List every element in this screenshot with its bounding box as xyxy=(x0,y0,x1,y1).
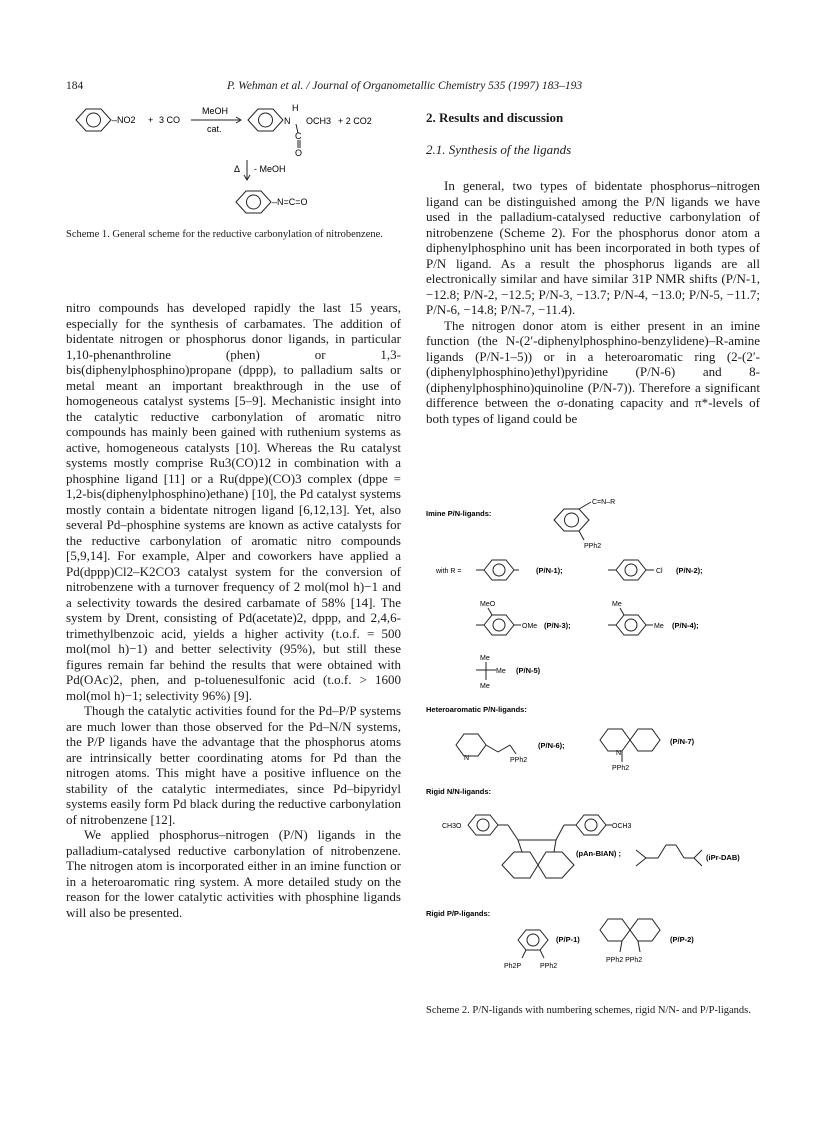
delta-label: Δ xyxy=(234,164,241,174)
benzene-ring xyxy=(484,560,514,580)
pph2-label: PPh2 xyxy=(540,963,558,970)
pn1-label: (P/N-1); xyxy=(536,566,563,575)
pn2-label: (P/N-2); xyxy=(676,566,703,575)
o-label: O xyxy=(295,148,303,158)
pph2-pph2-label: PPh2 PPh2 xyxy=(606,957,643,964)
aromatic-circle xyxy=(565,513,579,527)
n-label: N xyxy=(464,755,470,762)
benzene-ring xyxy=(616,560,646,580)
benzene-ring xyxy=(236,191,271,213)
section-heading: 2. Results and discussion xyxy=(426,110,564,125)
aromatic-circle xyxy=(87,113,101,127)
och3-label: OCH3 xyxy=(612,823,632,830)
meoh-label: MeOH xyxy=(202,106,229,116)
h-label: H xyxy=(292,103,299,113)
scheme-1-caption: Scheme 1. General scheme for the reductive carbonylation of nitrobenzene. xyxy=(66,229,383,240)
aromatic-circle xyxy=(585,819,597,831)
minus-meoh-label: - MeOH xyxy=(254,164,286,174)
with-r-label: with R = xyxy=(436,568,462,575)
me-label: Me xyxy=(654,623,664,630)
pph2-label: PPh2 xyxy=(612,765,630,772)
och3-label: OCH3 xyxy=(306,116,332,126)
pan-bian-label: (pAn-BIAN) ; xyxy=(576,849,621,858)
left-column xyxy=(66,300,401,920)
subsection-heading: 2.1. Synthesis of the ligands xyxy=(426,142,572,157)
co-label: 3 CO xyxy=(159,115,181,125)
pp2-label: (P/P-2) xyxy=(670,935,694,944)
quinoline-ring-a xyxy=(600,729,630,751)
me-label: Me xyxy=(480,683,490,690)
aromatic-circle xyxy=(477,819,489,831)
aromatic-circle xyxy=(259,113,273,127)
plus-sign: + xyxy=(148,115,154,125)
no2-label: –NO2 xyxy=(112,115,136,125)
running-header: P. Wehman et al. / Journal of Organometallic Chemistry 535 (1997) 183–193 xyxy=(227,80,583,92)
rigid-nn-heading: Rigid N/N-ligands: xyxy=(426,787,491,796)
scheme-2-figure xyxy=(426,490,760,1000)
pn6-label: (P/N-6); xyxy=(538,741,565,750)
cnr-label: C=N–R xyxy=(592,499,616,506)
page-number: 184 xyxy=(66,80,84,92)
pn4-label: (P/N-4); xyxy=(672,621,699,630)
pn3-label: (P/N-3); xyxy=(544,621,571,630)
paragraph: The nitrogen donor atom is either present in an imine function (the N-(2′-diphenylphosphino-benzylidene)–R-amine ligands (P/N-1–5)) or in a heteroaromatic ring (2-(2′-(diphenylphosphino)ethyl)pyridine (P/N-6) and 8-(diphenylphosphino)quinoline (P/N-7)). Therefore a significant difference between the σ-donating capacity and π*-levels of both types of ligand could be xyxy=(426,317,760,426)
paragraph: In general, two types of bidentate phosphorus–nitrogen ligand can be distinguished among the P/N ligands we have used in the palladium-catalysed reductive carbonylation of nitrobenzene (Scheme 2). For the phosphorus donor atom a diphenylphosphino unit has been incorporated in both types of P/N ligand. As a result the phosphorus ligands are all electronically similar and have similar 31P NMR shifts (P/N-1, −12.8; P/N-2, −12.5; P/N-3, −13.7; P/N-4, −13.0; P/N-5, −11.7; P/N-6, −14.8; P/N-7, −11.4). xyxy=(426,178,760,317)
meo-label: MeO xyxy=(480,601,496,608)
paragraph: We applied phosphorus–nitrogen (P/N) ligands in the palladium-catalysed reductive carbonylation of nitrobenzene. The nitrogen atom is incorporated either in an imine function or in a heteroaromatic ring system. A more detailed study on the reason for the lower catalytic activities with phosphine ligands will also be presented. xyxy=(66,827,401,920)
aromatic-circle xyxy=(625,564,637,576)
cat-label: cat. xyxy=(207,124,222,134)
me-label: Me xyxy=(496,668,506,675)
pph2-label: PPh2 xyxy=(510,757,528,764)
quinoline-ring-b xyxy=(630,729,660,751)
aromatic-circle xyxy=(247,195,261,209)
acenaphthene-ring-a xyxy=(502,852,538,878)
naphthalene-ring-a xyxy=(600,919,630,941)
benzene-ring xyxy=(76,109,111,131)
pn5-label: (P/N-5) xyxy=(516,666,541,675)
rigid-pp-heading: Rigid P/P-ligands: xyxy=(426,909,491,918)
pp1-label: (P/P-1) xyxy=(556,935,580,944)
pn7-label: (P/N-7) xyxy=(670,737,695,746)
isocyanate-label: –N=C=O xyxy=(272,197,308,207)
aromatic-circle xyxy=(493,564,505,576)
ome-label: OMe xyxy=(522,623,538,630)
ph2p-label: Ph2P xyxy=(504,963,522,970)
me-label: Me xyxy=(480,655,490,662)
aromatic-circle xyxy=(527,934,539,946)
acenaphthene-ring-b xyxy=(538,852,574,878)
co2-label: + 2 CO2 xyxy=(338,116,372,126)
naphthalene-ring-b xyxy=(630,919,660,941)
benzene-ring xyxy=(616,615,646,635)
pyridine-ring xyxy=(456,734,486,756)
aromatic-circle xyxy=(625,619,637,631)
benzene-ring xyxy=(248,109,283,131)
ch3o-label: CH3O xyxy=(442,823,462,830)
benzene-ring xyxy=(518,930,548,950)
n-label: N xyxy=(616,750,622,757)
cl-label: Cl xyxy=(656,568,663,575)
me-label: Me xyxy=(612,601,622,608)
c-label: C xyxy=(295,131,302,141)
ipr-dab-label: (iPr-DAB) xyxy=(706,853,740,862)
benzene-ring xyxy=(484,615,514,635)
benzene-ring xyxy=(576,815,606,835)
n-label: N xyxy=(284,116,291,126)
aromatic-circle xyxy=(493,619,505,631)
scheme-1-figure xyxy=(66,100,406,222)
heteroaromatic-ligands-heading: Heteroaromatic P/N-ligands: xyxy=(426,705,527,714)
scheme-2-caption: Scheme 2. P/N-ligands with numbering schemes, rigid N/N- and P/P-ligands. xyxy=(426,1005,751,1016)
pph2-label: PPh2 xyxy=(584,543,602,550)
right-column xyxy=(426,178,760,426)
imine-ligands-heading: Imine P/N-ligands: xyxy=(426,509,492,518)
benzene-ring xyxy=(468,815,498,835)
paragraph: nitro compounds has developed rapidly the last 15 years, especially for the synthesis of carbamates. The addition of bidentate nitrogen or phosphorus donor ligands, in particular 1,10-phenanthroline (phen) or 1,3-bis(diphenylphosphino)propane (dppp), to palladium salts or metal meant an important breakthrough in the use of homogeneous catalyst systems [5–9]. Mechanistic insight into the catalytic reductive carbonylation of aromatic nitro compounds has mainly been gained with ruthenium systems as active, homogeneous catalysts [10]. Whereas the Ru catalyst systems mostly comprise Ru3(CO)12 in combination with a phosphine ligand [11] or a Ru(dppe)(CO)3 complex (dppe = 1,2-bis(diphenylphosphino)ethane) [10], the Pd catalyst systems mostly contain a bidentate nitrogen ligand [6,12,13]. Yet, also several Pd–phosphine systems are known as active catalysts for the reductive carbonylation of aromatic nitro compounds [5,9,14]. For example, Alper and coworkers have applied a Pd(dppp)Cl2–K2CO3 catalyst system for the conversion of nitrobenzene with a turnover frequency of 2 mol(mol h)−1 and a selectivity towards the desired carbamate of 58% [14]. The system by Drent, consisting of Pd(acetate)2, dppp, and 2,4,6-trimethylbenzoic acid, yields a higher activity (t.o.f. = 500 mol(mol h)−1) and better selectivity (95%), but still these figures remain far behind the results that were obtained with Pd(OAc)2, phen, and p-toluenesulfonic acid (t.o.f. > 1600 mol(mol h)−1; selectivity 96%) [9]. xyxy=(66,300,401,703)
paragraph: Though the catalytic activities found for the Pd–P/P systems are much lower than those observed for the Pd–N/N systems, the P/P ligands have the advantage that the phosphorus atoms are intrinsically better coordinating atoms for Pd than the nitrogen atoms. This might have a positive influence on the stability of the catalytic intermediates, since Pd–bipyridyl systems easily form Pd black during the reductive carbonylation of nitrobenzene [12]. xyxy=(66,703,401,827)
benzene-ring xyxy=(554,509,589,531)
